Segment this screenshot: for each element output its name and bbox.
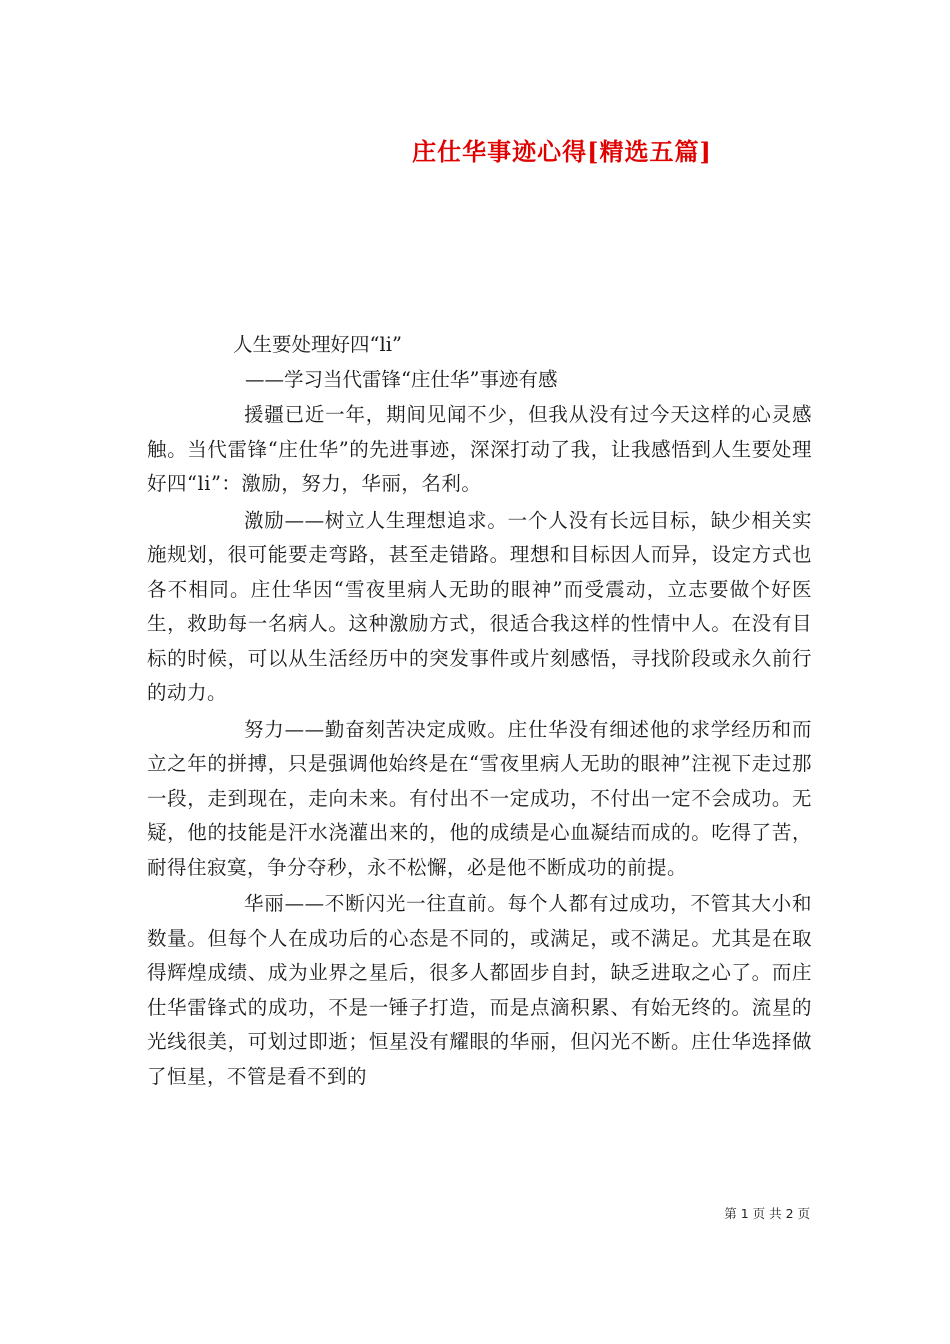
paragraph-1: 援疆已近一年，期间见闻不少，但我从没有过今天这样的心灵感触。当代雷锋“庄仕华”的先进事迹，深深打动了我，让我感悟到人生要处理好四“li”：激励，努力，华丽，名利。 — [147, 403, 812, 495]
page-footer: 第 1 页 共 2 页 — [724, 1206, 810, 1221]
paragraph-4: 华丽——不断闪光一往直前。每个人都有过成功，不管其大小和数量。但每个人在成功后的心态是不同的，或满足，或不满足。尤其是在取得辉煌成绩、成为业界之星后，很多人都固步自封，缺乏进取之心了。而庄仕华雷锋式的成功，不是一锤子打造，而是点滴积累、有始无终的。流星的光线很美，可划过即逝；恒星没有耀眼的华丽，但闪光不断。庄仕华选择做了恒星，不管是看不到的 — [147, 892, 812, 1088]
paragraph-2: 激励——树立人生理想追求。一个人没有长远目标，缺少相关实施规划，很可能要走弯路，甚至走错路。理想和目标因人而异，设定方式也各不相同。庄仕华因“雪夜里病人无助的眼神”而受震动，立志要做个好医生，救助每一名病人。这种激励方式，很适合我这样的性情中人。在没有目标的时候，可以从生活经历中的突发事件或片刻感悟，寻找阶段或永久前行的动力。 — [147, 508, 812, 704]
document-title: 庄仕华事迹心得[精选五篇] — [412, 137, 712, 166]
paragraph-3: 努力——勤奋刻苦决定成败。庄仕华没有细述他的求学经历和而立之年的拼搏，只是强调他始终是在“雪夜里病人无助的眼神”注视下走过那一段，走到现在，走向未来。有付出不一定成功，不付出一定不会成功。无疑，他的技能是汗水浇灌出来的，他的成绩是心血凝结而成的。吃得了苦，耐得住寂寞，争分夺秒，永不松懈，必是他不断成功的前提。 — [147, 717, 812, 879]
subheading: ——学习当代雷锋“庄仕华”事迹有感 — [245, 368, 558, 391]
article-body — [147, 398, 812, 1096]
heading: 人生要处理好四“li” — [233, 333, 402, 356]
